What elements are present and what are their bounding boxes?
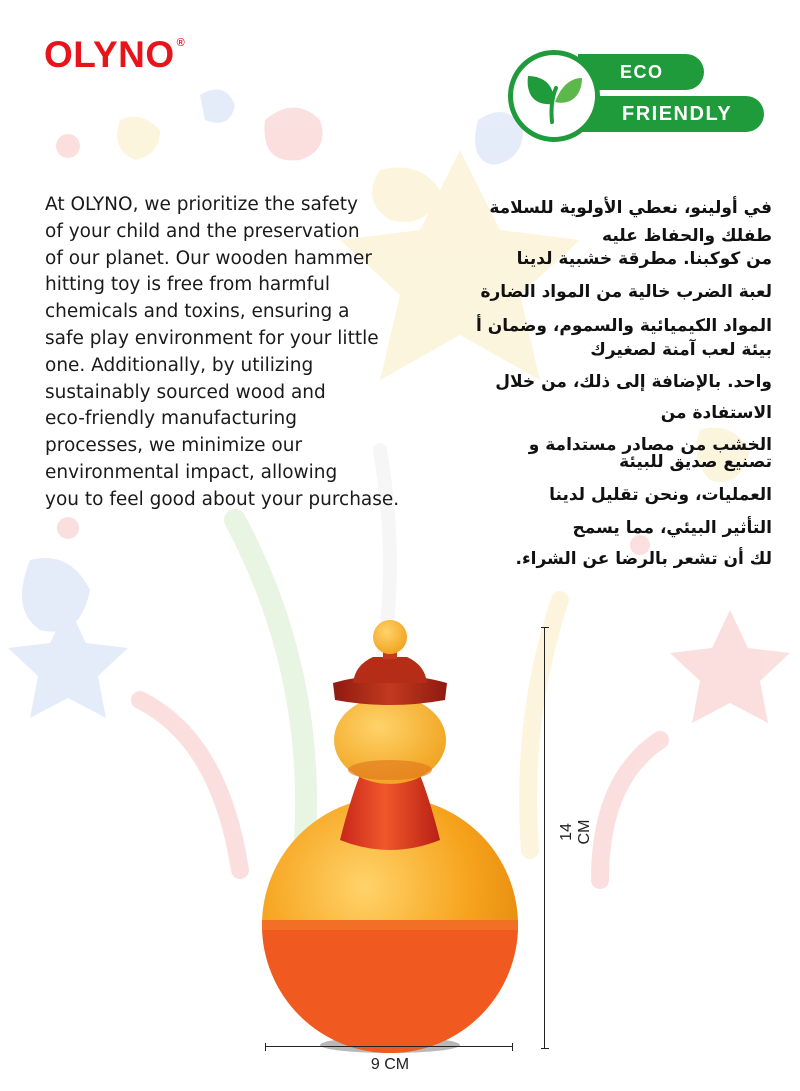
- arabic-line: لك أن تشعر بالرضا عن الشراء.: [515, 549, 772, 569]
- eco-label: ECO: [578, 54, 704, 90]
- arabic-line: من كوكبنا. مطرقة خشبية لدينا: [516, 249, 772, 269]
- arabic-line: واحد. بالإضافة إلى ذلك، من خلال: [495, 372, 772, 392]
- friendly-label: FRIENDLY: [578, 96, 764, 132]
- arabic-line: التأثير البيئي، مما يسمح: [572, 518, 772, 538]
- brand-name: OLYNO: [44, 34, 175, 75]
- height-dimension-line: [541, 627, 549, 1049]
- leaf-icon: [522, 64, 586, 128]
- description-arabic: [440, 192, 772, 568]
- width-dimension-line: [265, 1043, 513, 1051]
- eco-friendly-badge: [508, 50, 770, 150]
- product-toy-image: [255, 615, 525, 1055]
- eco-badge-circle: [508, 50, 600, 142]
- arabic-line: في أولينو، نعطي الأولوية للسلامة: [489, 198, 772, 218]
- width-dimension-label: 9 CM: [370, 1056, 410, 1073]
- arabic-line: تصنيع صديق للبيئة: [619, 452, 772, 472]
- registered-mark: ®: [176, 37, 186, 49]
- arabic-line: لعبة الضرب خالية من المواد الضارة: [480, 282, 772, 302]
- arabic-line: بيئة لعب آمنة لصغيرك: [590, 340, 772, 360]
- arabic-line: الخشب من مصادر مستدامة و: [528, 435, 772, 455]
- description-english: At OLYNO, we prioritize the safety of your child and the preservation of our planet. Our wooden hammer hitting toy is free from harmful chemicals and toxins, ensuring a safe play environment for your little one. Additionally, by utilizing sustainably sourced wood and eco-friendly manufacturing processes, we minimize our environmental impact, allowing you to feel good about your purchase.: [45, 194, 400, 510]
- arabic-line: العمليات، ونحن تقليل لدينا: [549, 485, 772, 505]
- brand-logo: [44, 36, 185, 73]
- height-dimension-label: 14 CM: [558, 819, 593, 845]
- arabic-line: الاستفادة من: [660, 403, 772, 423]
- arabic-line: طفلك والحفاظ عليه: [602, 226, 772, 246]
- arabic-line: المواد الكيميائية والسموم، وضمان أ: [475, 316, 772, 336]
